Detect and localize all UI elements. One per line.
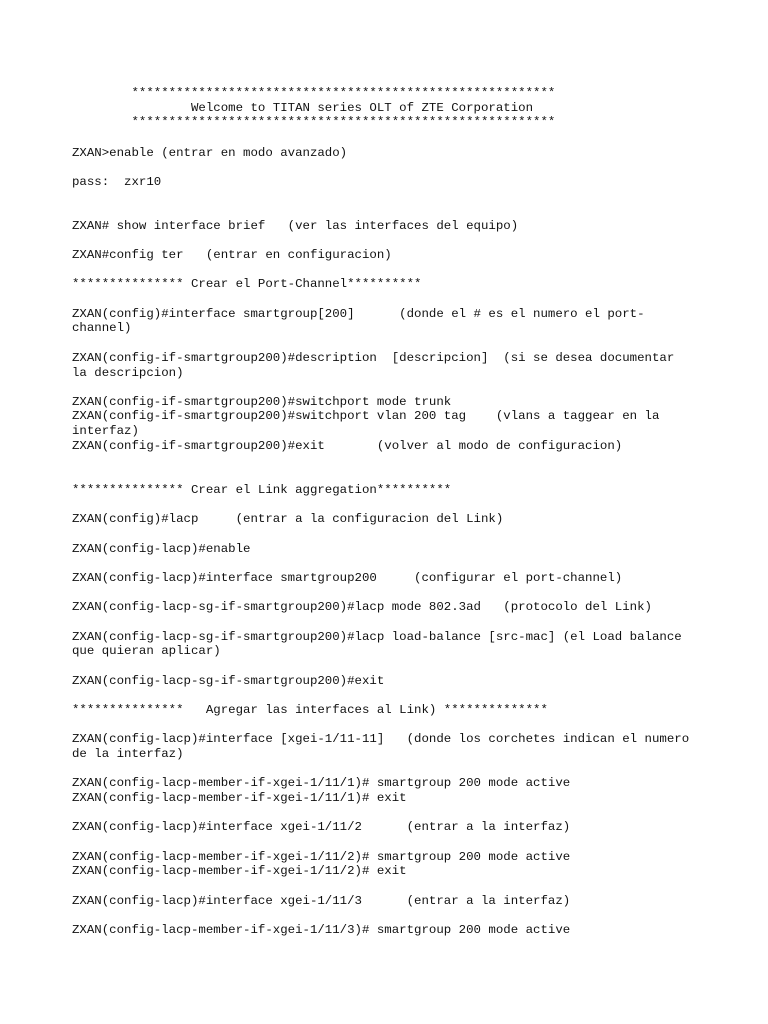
command-line-continued: channel) bbox=[72, 321, 132, 335]
banner-stars-top: ********************************************************* bbox=[72, 86, 556, 100]
command-line: ZXAN(config-lacp-member-if-xgei-1/11/2)# smartgroup 200 mode active bbox=[72, 850, 571, 864]
command-line: ZXAN(config-lacp)#interface xgei-1/11/2 (entrar a la interfaz) bbox=[72, 820, 571, 834]
command-line: ZXAN(config)#lacp (entrar a la configuracion del Link) bbox=[72, 512, 504, 526]
command-line: ZXAN(config-lacp-member-if-xgei-1/11/1)# smartgroup 200 mode active bbox=[72, 776, 571, 790]
command-line: ZXAN(config-lacp)#interface xgei-1/11/3 (entrar a la interfaz) bbox=[72, 894, 571, 908]
command-line: ZXAN(config-lacp)#interface smartgroup200 (configurar el port-channel) bbox=[72, 571, 623, 585]
command-line: pass: zxr10 bbox=[72, 175, 162, 189]
command-line: ZXAN(config-lacp-sg-if-smartgroup200)#lacp load-balance [src-mac] (el Load balance bbox=[72, 630, 682, 644]
section-header: *************** Crear el Port-Channel********** bbox=[72, 277, 422, 291]
command-line: ZXAN(config-lacp-sg-if-smartgroup200)#lacp mode 802.3ad (protocolo del Link) bbox=[72, 600, 652, 614]
command-line: ZXAN(config-lacp-member-if-xgei-1/11/3)# smartgroup 200 mode active bbox=[72, 923, 571, 937]
banner-welcome: Welcome to TITAN series OLT of ZTE Corporation bbox=[72, 101, 534, 115]
command-line-continued: de la interfaz) bbox=[72, 747, 184, 761]
banner-stars-bottom: ********************************************************* bbox=[72, 115, 556, 129]
command-line: ZXAN(config-lacp-member-if-xgei-1/11/1)# exit bbox=[72, 791, 407, 805]
command-line: ZXAN(config-lacp-member-if-xgei-1/11/2)# exit bbox=[72, 864, 407, 878]
command-line: ZXAN(config-lacp)#interface [xgei-1/11-11] (donde los corchetes indican el numero bbox=[72, 732, 690, 746]
command-line: ZXAN(config-if-smartgroup200)#switchport vlan 200 tag (vlans a taggear en la bbox=[72, 409, 660, 423]
command-line: ZXAN(config-if-smartgroup200)#description [descripcion] (si se desea documentar bbox=[72, 351, 675, 365]
command-line: ZXAN>enable (entrar en modo avanzado) bbox=[72, 146, 348, 160]
command-line-continued: interfaz) bbox=[72, 424, 139, 438]
command-line: ZXAN# show interface brief (ver las interfaces del equipo) bbox=[72, 219, 519, 233]
command-line-continued: que quieran aplicar) bbox=[72, 644, 221, 658]
section-header: *************** Crear el Link aggregation********** bbox=[72, 483, 452, 497]
command-line: ZXAN#config ter (entrar en configuracion) bbox=[72, 248, 392, 262]
command-line: ZXAN(config)#interface smartgroup[200] (donde el # es el numero el port- bbox=[72, 307, 645, 321]
command-line: ZXAN(config-if-smartgroup200)#exit (volver al modo de configuracion) bbox=[72, 439, 623, 453]
command-line: ZXAN(config-if-smartgroup200)#switchport mode trunk bbox=[72, 395, 452, 409]
command-line-continued: la descripcion) bbox=[72, 366, 184, 380]
command-line: ZXAN(config-lacp)#enable bbox=[72, 542, 251, 556]
section-header: *************** Agregar las interfaces al Link) ************** bbox=[72, 703, 548, 717]
command-line: ZXAN(config-lacp-sg-if-smartgroup200)#exit bbox=[72, 674, 385, 688]
